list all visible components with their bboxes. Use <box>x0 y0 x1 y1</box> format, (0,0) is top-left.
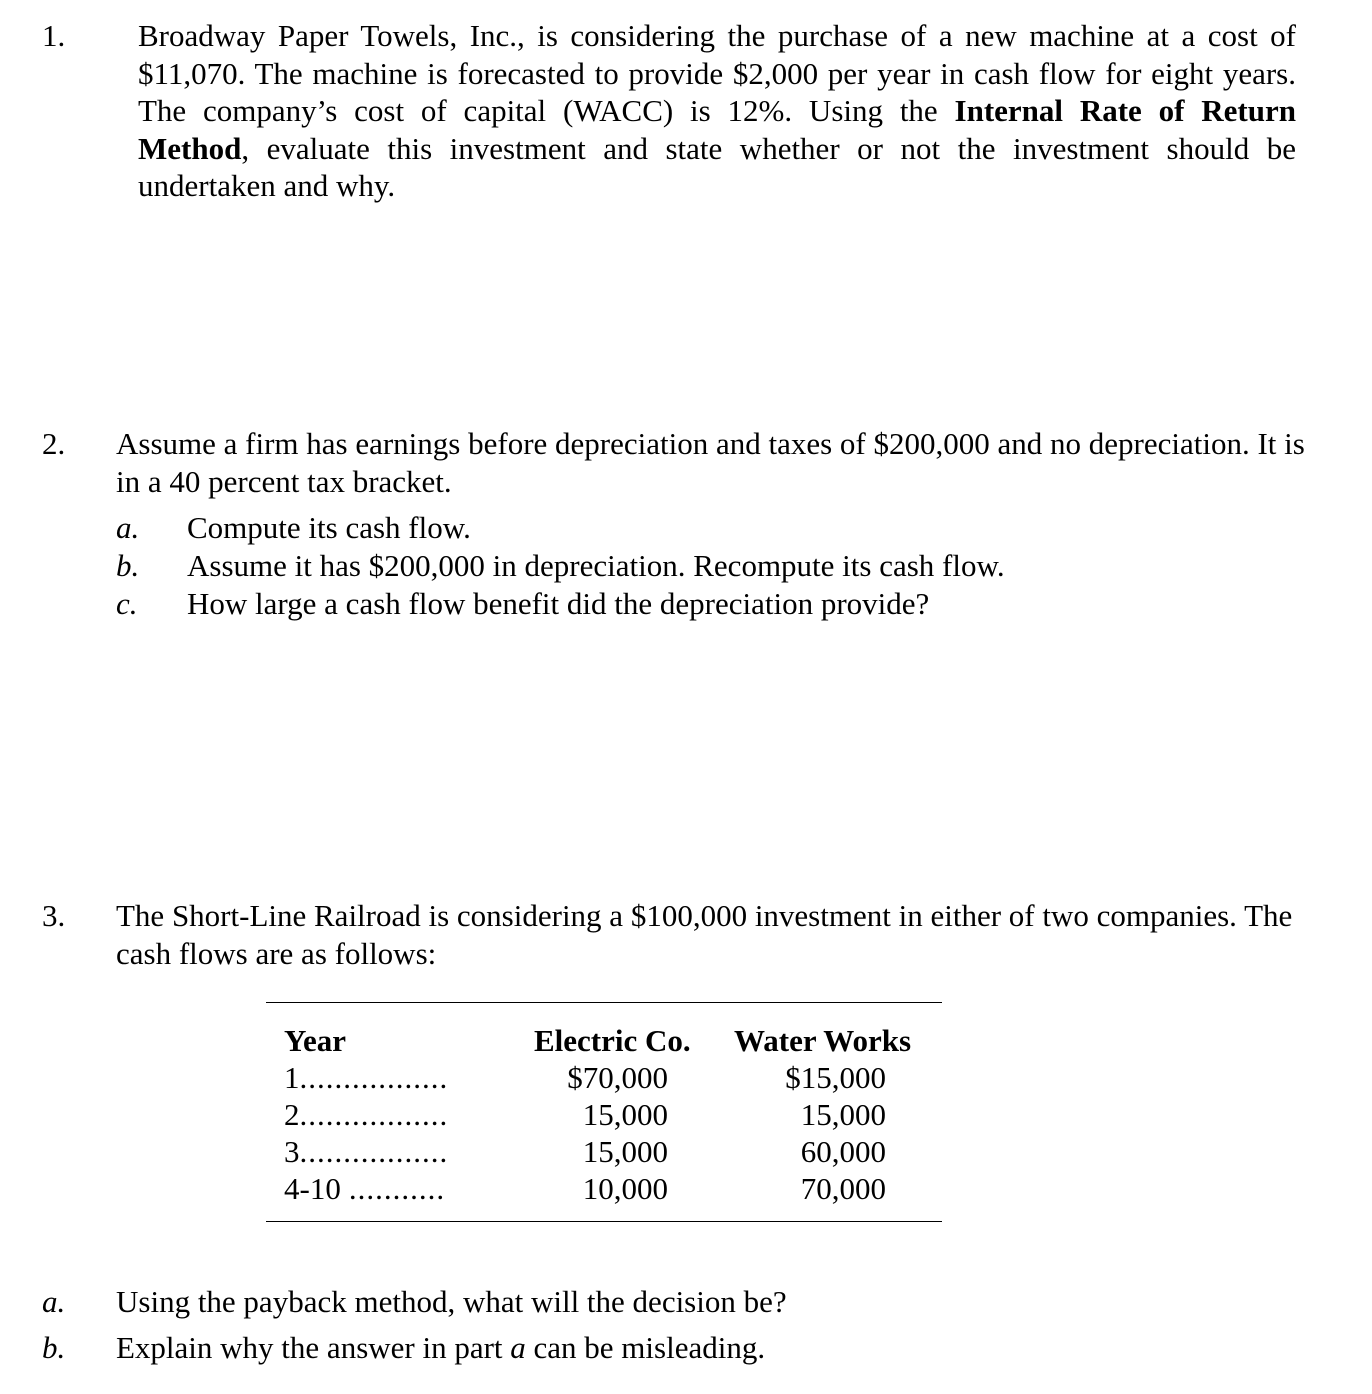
water-cell: 70,000 <box>800 1171 886 1206</box>
table-top-rule <box>266 1002 942 1003</box>
table-row <box>284 1170 445 1208</box>
water-cell: 60,000 <box>800 1134 886 1169</box>
question-1-number: 1. <box>42 18 66 53</box>
leader-dots: ................. <box>299 1097 449 1132</box>
electric-cell: 10,000 <box>582 1171 668 1206</box>
water-cell: $15,000 <box>785 1060 886 1095</box>
part-letter: b. <box>42 1330 66 1365</box>
table-bottom-rule <box>266 1221 942 1222</box>
part-letter: a. <box>42 1284 66 1319</box>
year-cell: 3 <box>284 1134 300 1169</box>
leader-dots: ................. <box>299 1134 449 1169</box>
part-letter: b. <box>116 548 140 583</box>
part-text: Assume it has $200,000 in depreciation. Recompute its cash flow. <box>187 548 1005 583</box>
part-text: How large a cash flow benefit did the depreciation provide? <box>187 586 930 621</box>
question-1-text-end: , evaluate this investment and state whether or not the investment should be undertaken and why. <box>138 130 1296 203</box>
electric-cell: 15,000 <box>582 1134 668 1169</box>
leader-dots: ................. <box>299 1060 449 1095</box>
part-letter: c. <box>116 586 138 621</box>
part-italic-word: a <box>510 1330 526 1365</box>
table-row <box>284 1096 448 1134</box>
table-row <box>284 1059 448 1097</box>
year-cell: 4-10 <box>284 1171 341 1206</box>
leader-dots: ........... <box>348 1171 446 1206</box>
part-text-end: can be misleading. <box>525 1330 766 1365</box>
electric-cell: 15,000 <box>582 1097 668 1132</box>
part-text <box>116 1329 765 1367</box>
question-2-intro: Assume a firm has earnings before depreciation and taxes of $200,000 and no depreciation. It is in a 40 percent tax bracket. <box>116 426 1305 499</box>
part-letter: a. <box>116 510 140 545</box>
header-water-works: Water Works <box>734 1023 912 1058</box>
year-cell: 2 <box>284 1097 300 1132</box>
electric-cell: $70,000 <box>567 1060 668 1095</box>
question-1-text <box>138 17 1296 205</box>
header-electric-co: Electric Co. <box>534 1023 691 1058</box>
water-cell: 15,000 <box>800 1097 886 1132</box>
table-row <box>284 1133 448 1171</box>
header-year: Year <box>284 1023 346 1058</box>
question-1-text-start: Broadway Paper Towels, Inc., is considering the purchase of a new machine at a cost of $11,070. The machine is forecasted to provide $2,000 per year in cash flow for eight years. The company’s cost of capital (WACC) is 12%. Using the <box>138 18 1296 128</box>
part-text: Using the payback method, what will the decision be? <box>116 1284 787 1319</box>
question-2-number: 2. <box>42 426 66 461</box>
question-3-intro: The Short-Line Railroad is considering a $100,000 investment in either of two companies. The cash flows are as follows: <box>116 898 1293 971</box>
question-3-number: 3. <box>42 898 66 933</box>
part-text: Compute its cash flow. <box>187 510 471 545</box>
year-cell: 1 <box>284 1060 300 1095</box>
part-text-start: Explain why the answer in part <box>116 1330 511 1365</box>
question-1-bold-method: Internal Rate of Return Method <box>138 93 1296 166</box>
